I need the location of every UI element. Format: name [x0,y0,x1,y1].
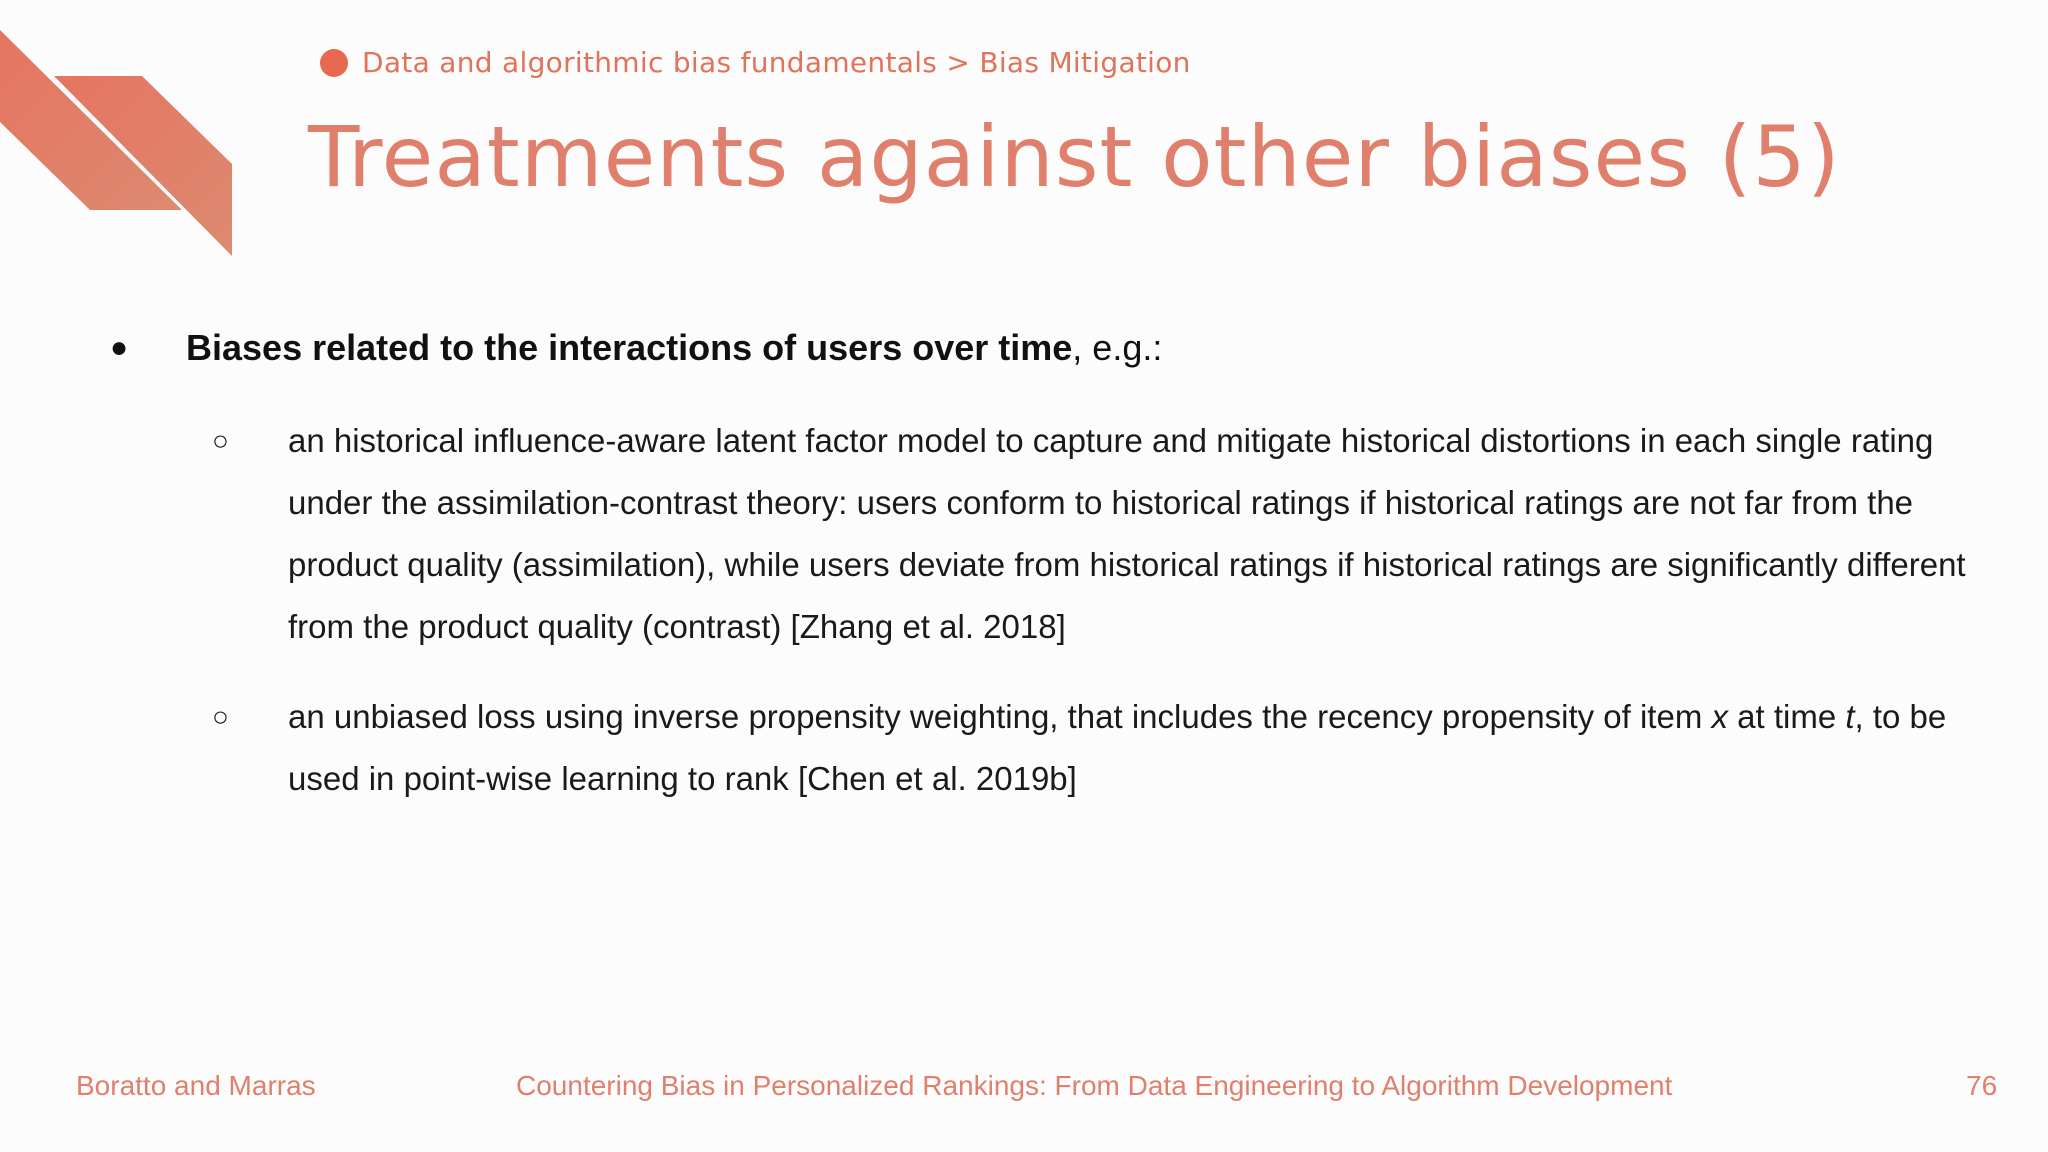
sub-item-text [288,686,1998,810]
bullet-text [186,320,1966,376]
sub-item-italic-t: t [1845,698,1855,735]
sub-item-italic-x: x [1711,698,1728,735]
sub-bullet-marker-icon: ○ [212,701,229,732]
bullet-bold-text: Biases related to the interactions of users over time [186,327,1073,368]
bullet-marker-icon: ● [110,331,129,364]
footer-course-title: Countering Bias in Personalized Rankings: From Data Engineering to Algorithm Development [516,1070,1673,1101]
sub-item-text-part2: at time [1727,698,1846,735]
breadcrumb-dot-icon [320,49,348,77]
breadcrumb [320,46,1191,79]
breadcrumb-text: Data and algorithmic bias fundamentals > Bias Mitigation [362,46,1191,79]
bullet-rest-text: , e.g.: [1072,327,1163,368]
sub-item-text-part1: an unbiased loss using inverse propensity weighting, that includes the recency propensity of item [288,698,1712,735]
sub-item-text-part3: , to be used in point-wise learning to rank [Chen et al. 2019b] [288,698,1947,797]
page-title: Treatments against other biases (5) [308,108,1841,206]
page-number: 76 [1966,1070,1998,1101]
corner-decoration [0,0,240,260]
footer-authors: Boratto and Marras [76,1070,316,1101]
sub-bullet-marker-icon: ○ [212,425,229,456]
sub-item-text: an historical influence-aware latent factor model to capture and mitigate historical distortions in each single rating under the assimilation-contrast theory: users conform to historical ratings if historical ratings are not far from the product quality (assimilation), while users deviate from historical ratings if historical ratings are significantly different from the product quality (contrast) [Zhang et al. 2018] [288,422,1966,645]
